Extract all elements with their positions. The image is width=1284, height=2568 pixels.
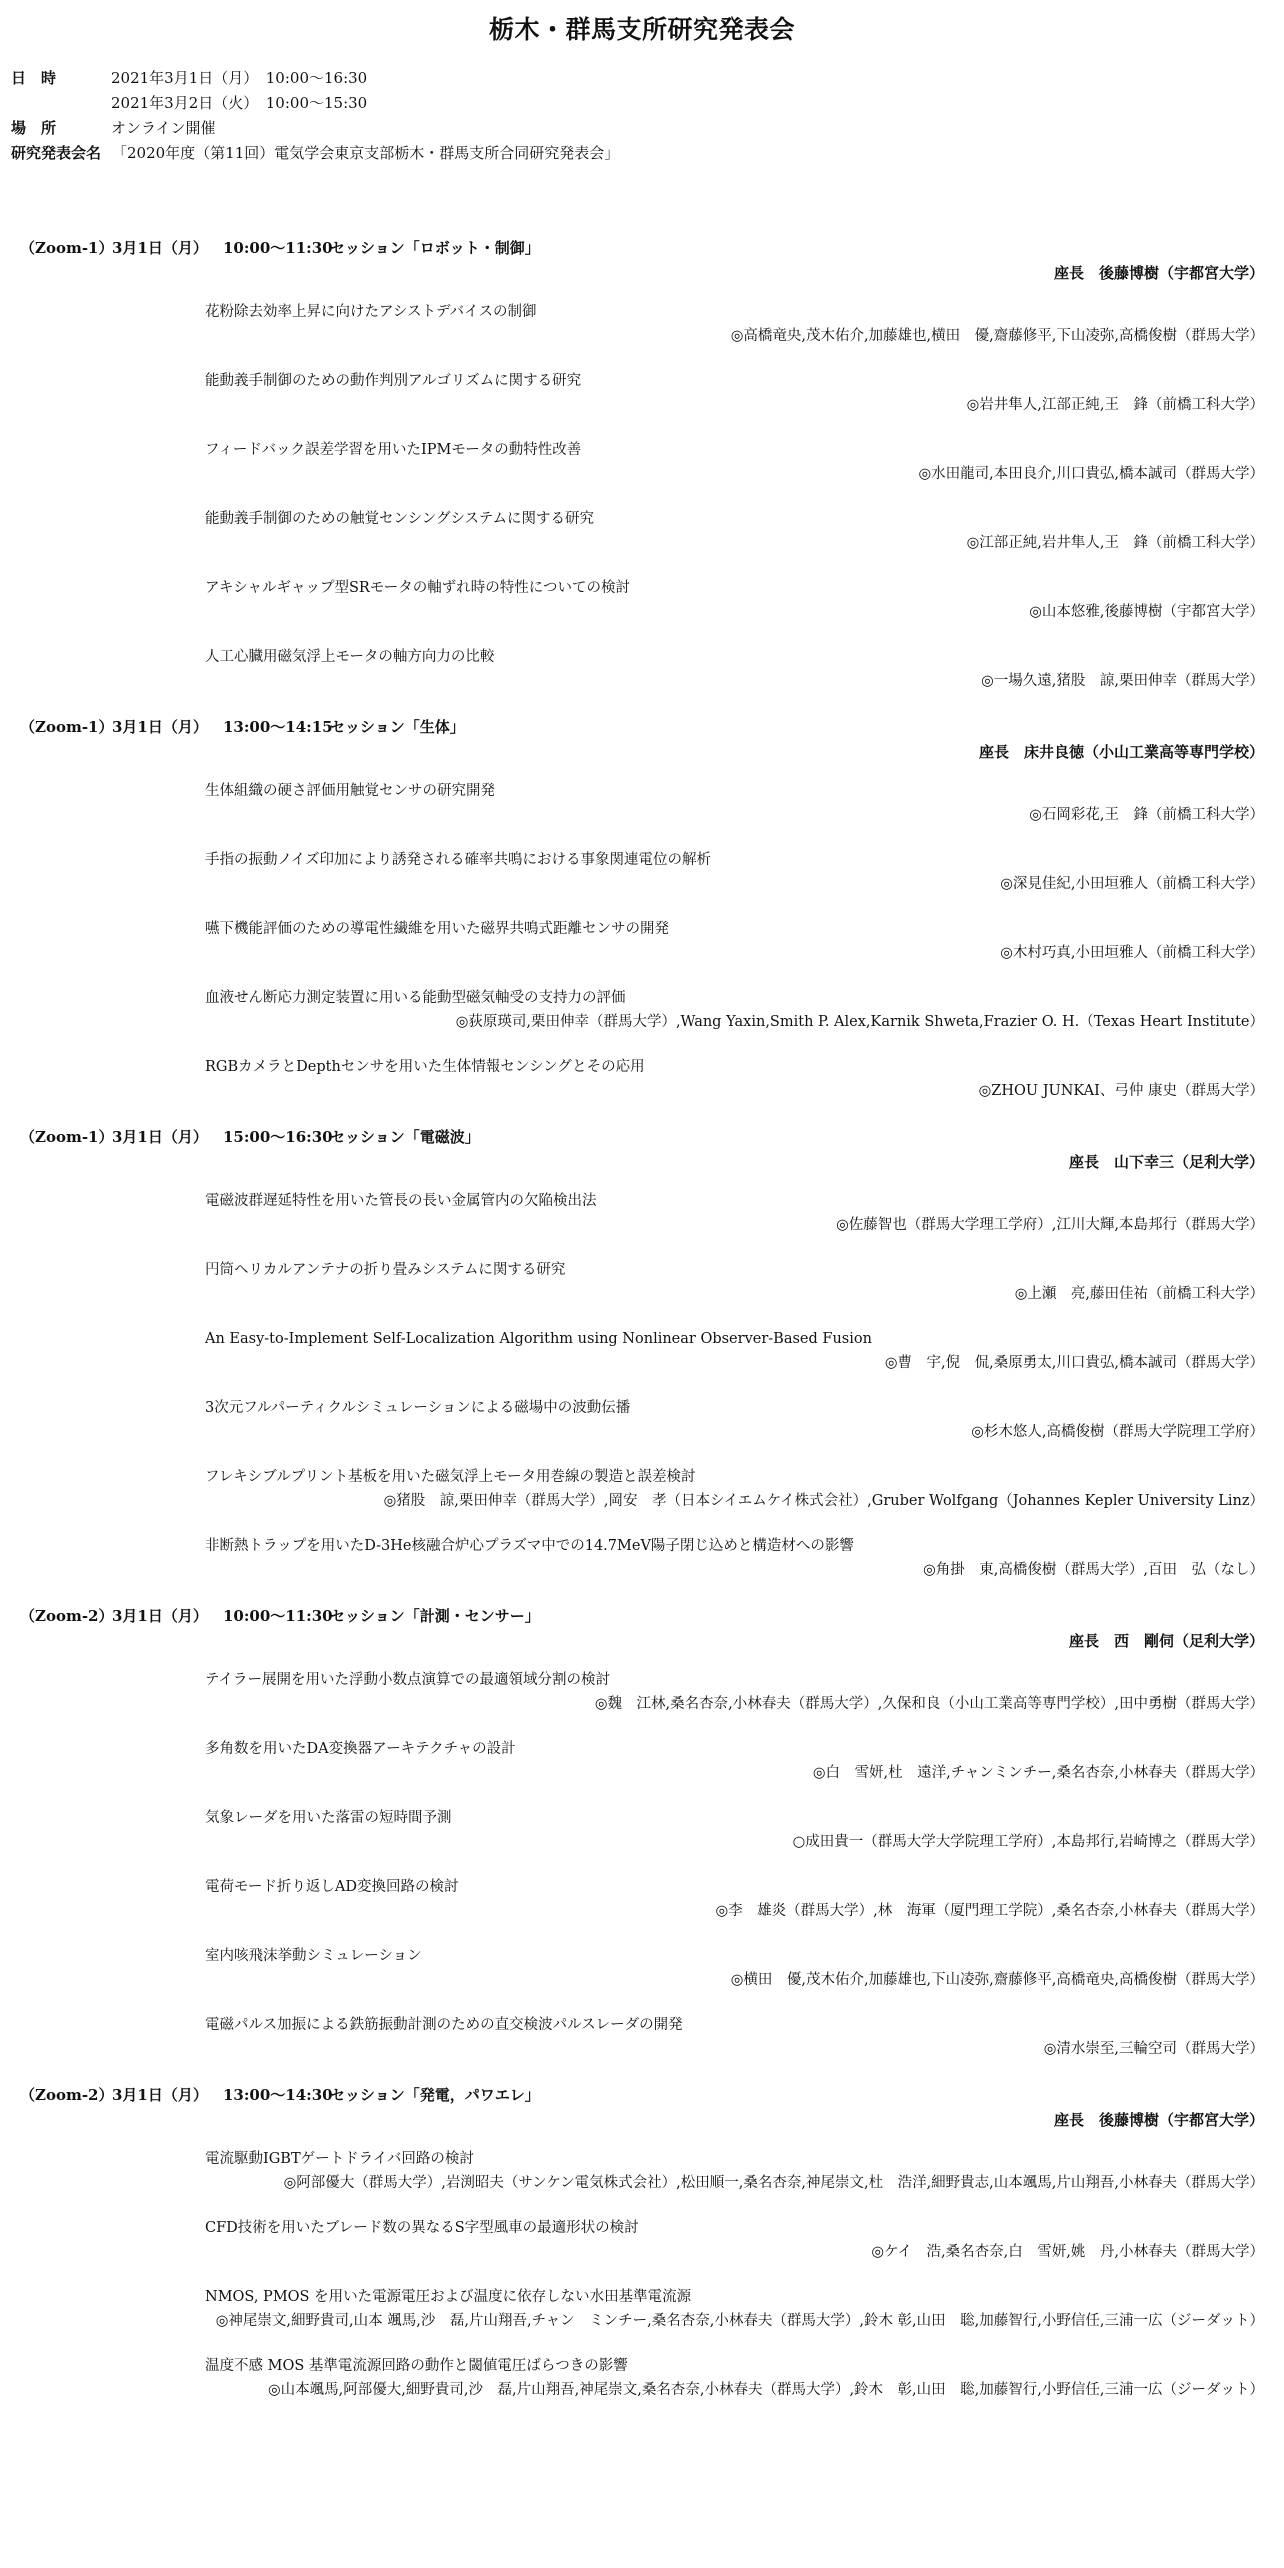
talk-entry: [0, 1259, 1284, 1306]
session-block: [0, 715, 1284, 1103]
talk-entry: [0, 1669, 1284, 1716]
talk-title: 電磁パルス加振による鉄筋振動計測のための直交検波パルスレーダの開発: [205, 2017, 683, 2033]
talk-title: 能動義手制御のための触覚センシングシステムに関する研究: [205, 511, 595, 527]
talk-authors: ◎佐藤智也（群馬大学理工学府）,江川大輝,本島邦行（群馬大学）: [836, 1217, 1264, 1233]
talk-entry: [0, 577, 1284, 624]
session-time: 10:00〜11:30: [223, 239, 333, 257]
talk-entry: [0, 1807, 1284, 1854]
session-name: セッション「電磁波」: [330, 1128, 480, 1146]
talk-authors: ◎一場久遠,猪股 諒,栗田伸幸（群馬大学）: [981, 673, 1264, 689]
talk-entry: [0, 780, 1284, 827]
session-chair: 座長 後藤博樹（宇都宮大学）: [1053, 2111, 1264, 2129]
talk-authors: ◎横田 優,茂木佑介,加藤雄也,下山凌弥,齋藤修平,高橋竜央,高橋俊樹（群馬大学）: [730, 1972, 1264, 1988]
talk-title: 気象レーダを用いた落雷の短時間予測: [205, 1810, 452, 1826]
talk-authors: ◎杉木悠人,高橋俊樹（群馬大学院理工学府）: [971, 1424, 1264, 1440]
talk-authors: ◎高橋竜央,茂木佑介,加藤雄也,横田 優,齋藤修平,下山凌弥,高橋俊樹（群馬大学）: [730, 328, 1264, 344]
talk-authors: ◎猪股 諒,栗田伸幸（群馬大学）,岡安 孝（日本シイエムケイ株式会社）,Gruber Wolfgang（Johannes Kepler University Linz）: [383, 1493, 1264, 1509]
session-date: 3月1日（月）: [112, 2086, 208, 2104]
talk-title: 多角数を用いたDA変換器アーキテクチャの設計: [205, 1741, 516, 1757]
talk-entry: [0, 2355, 1284, 2402]
talk-authors: ◎神尾崇文,細野貴司,山本 颯馬,沙 磊,片山翔吾,チャン ミンチー,桑名杏奈,小林春夫（群馬大学）,鈴木 彰,山田 聡,加藤智行,小野信任,三浦一広（ジーダット）: [215, 2313, 1264, 2329]
talk-authors: ◎ケイ 浩,桑名杏奈,白 雪妍,姚 丹,小林春夫（群馬大学）: [871, 2244, 1264, 2260]
session-header: [0, 236, 1284, 261]
talk-title: 非断熱トラップを用いたD-3He核融合炉心プラズマ中での14.7MeV陽子閉じ込めと構造材への影響: [205, 1538, 854, 1554]
date-value-2: 2021年3月2日（火） 10:00〜15:30: [111, 94, 368, 112]
talk-entry: [0, 1738, 1284, 1785]
talk-title: 円筒ヘリカルアンテナの折り畳みシステムに関する研究: [205, 1262, 566, 1278]
session-header: [0, 715, 1284, 740]
talk-entry: [0, 1876, 1284, 1923]
talk-entry: [0, 2286, 1284, 2333]
talk-entry: [0, 2148, 1284, 2195]
session-block: [0, 1604, 1284, 2061]
session-date: 3月1日（月）: [112, 1607, 208, 1625]
session-date: 3月1日（月）: [112, 1128, 208, 1146]
session-time: 10:00〜11:30: [223, 1607, 333, 1625]
talk-authors: ◎江部正純,岩井隼人,王 鋒（前橋工科大学）: [966, 535, 1264, 551]
talk-entry: [0, 1328, 1284, 1375]
talk-title: 能動義手制御のための動作判別アルゴリズムに関する研究: [205, 373, 582, 389]
session-zoom: （Zoom-1）: [20, 1128, 114, 1146]
talk-entry: [0, 2217, 1284, 2264]
page-title: 栃木・群馬支所研究発表会: [488, 15, 795, 44]
date-label: 日 時: [11, 69, 57, 87]
talk-title: 嚥下機能評価のための導電性繊維を用いた磁界共鳴式距離センサの開発: [205, 921, 669, 937]
talk-entry: [0, 370, 1284, 417]
talk-title: An Easy-to-Implement Self-Localization Algorithm using Nonlinear Observer-Based Fusion: [205, 1331, 872, 1347]
talk-authors: ◎ZHOU JUNKAI、弓仲 康史（群馬大学）: [978, 1083, 1264, 1099]
session-zoom: （Zoom-1）: [20, 239, 114, 257]
talk-authors: ◎曹 宇,倪 侃,桑原勇太,川口貴弘,橋本誠司（群馬大学）: [884, 1355, 1264, 1371]
talk-authors: ◎石岡彩花,王 鋒（前橋工科大学）: [1029, 807, 1264, 823]
session-zoom: （Zoom-1）: [20, 718, 114, 736]
talk-authors: ◎上瀬 亮,藤田佳祐（前橋工科大学）: [1014, 1286, 1264, 1302]
talk-title: 電荷モード折り返しAD変換回路の検討: [205, 1879, 459, 1895]
talk-title: 電磁波群遅延特性を用いた管長の長い金属管内の欠陥検出法: [205, 1193, 597, 1209]
talk-title: 室内咳飛沫挙動シミュレーション: [205, 1948, 422, 1964]
session-time: 13:00〜14:15: [223, 718, 333, 736]
talk-entry: [0, 439, 1284, 486]
talk-authors: ◎深見佳紀,小田垣雅人（前橋工科大学）: [1000, 876, 1264, 892]
talk-title: フィードバック誤差学習を用いたIPMモータの動特性改善: [205, 442, 582, 458]
session-date: 3月1日（月）: [112, 718, 208, 736]
session-zoom: （Zoom-2）: [20, 2086, 114, 2104]
place-value: オンライン開催: [111, 119, 216, 137]
talk-title: 手指の振動ノイズ印加により誘発される確率共鳴における事象関連電位の解析: [205, 852, 712, 868]
talk-title: 3次元フルパーティクルシミュレーションによる磁場中の波動伝播: [205, 1400, 631, 1416]
talk-title: RGBカメラとDepthセンサを用いた生体情報センシングとその応用: [205, 1059, 645, 1075]
talk-authors: ◎木村巧真,小田垣雅人（前橋工科大学）: [1000, 945, 1264, 961]
session-block: [0, 1125, 1284, 1582]
session-name: セッション「計測・センサー」: [330, 1607, 540, 1625]
talk-title: 人工心臓用磁気浮上モータの軸方向力の比較: [205, 649, 495, 665]
talk-title: 生体組織の硬さ評価用触覚センサの研究開発: [205, 783, 495, 799]
talk-entry: [0, 1190, 1284, 1237]
session-time: 15:00〜16:30: [223, 1128, 333, 1146]
session-date: 3月1日（月）: [112, 239, 208, 257]
talk-entry: [0, 2014, 1284, 2061]
date-value-1: 2021年3月1日（月） 10:00〜16:30: [111, 69, 368, 87]
talk-authors: ◎白 雪妍,杜 遠洋,チャンミンチー,桑名杏奈,小林春夫（群馬大学）: [812, 1765, 1264, 1781]
talk-entry: [0, 646, 1284, 693]
session-header: [0, 1604, 1284, 1629]
session-chair: 座長 後藤博樹（宇都宮大学）: [1053, 264, 1264, 282]
talk-authors: ◎魏 江林,桑名杏奈,小林春夫（群馬大学）,久保和良（小山工業高等専門学校）,田中勇樹（群馬大学）: [594, 1696, 1264, 1712]
place-label: 場 所: [11, 119, 57, 137]
session-chair: 座長 床井良徳（小山工業高等専門学校）: [978, 743, 1264, 761]
talk-title: 花粉除去効率上昇に向けたアシストデバイスの制御: [205, 304, 537, 320]
session-chair: 座長 西 剛伺（足利大学）: [1068, 1632, 1264, 1650]
talk-authors: ◎岩井隼人,江部正純,王 鋒（前橋工科大学）: [966, 397, 1264, 413]
session-zoom: （Zoom-2）: [20, 1607, 114, 1625]
talk-title: 電流駆動IGBTゲートドライバ回路の検討: [205, 2151, 474, 2167]
talk-entry: [0, 508, 1284, 555]
session-header: [0, 1125, 1284, 1150]
talk-authors: ◎角掛 東,高橋俊樹（群馬大学）,百田 弘（なし）: [923, 1562, 1264, 1578]
talk-entry: [0, 301, 1284, 348]
talk-title: アキシャルギャップ型SRモータの軸ずれ時の特性についての検討: [205, 580, 630, 596]
talk-authors: ◎水田龍司,本田良介,川口貴弘,橋本誠司（群馬大学）: [918, 466, 1264, 482]
talk-authors: ○成田貴一（群馬大学大学院理工学府）,本島邦行,岩崎博之（群馬大学）: [792, 1834, 1264, 1850]
talk-entry: [0, 918, 1284, 965]
talk-authors: ◎山本悠雅,後藤博樹（宇都宮大学）: [1029, 604, 1264, 620]
talk-entry: [0, 987, 1284, 1034]
talk-authors: ◎清水崇至,三輪空司（群馬大学）: [1043, 2041, 1264, 2057]
talk-title: フレキシブルプリント基板を用いた磁気浮上モータ用巻線の製造と誤差検討: [205, 1469, 696, 1485]
session-name: セッション「生体」: [330, 718, 465, 736]
session-block: [0, 236, 1284, 693]
talk-authors: ◎荻原瑛司,栗田伸幸（群馬大学）,Wang Yaxin,Smith P. Alex,Karnik Shweta,Frazier O. H.（Texas Heart Institute）: [455, 1014, 1264, 1030]
meeting-name-value: 「2020年度（第11回）電気学会東京支部栃木・群馬支所合同研究発表会」: [112, 144, 620, 162]
talk-title: 温度不感 MOS 基準電流源回路の動作と閾値電圧ばらつきの影響: [205, 2358, 628, 2374]
talk-entry: [0, 1535, 1284, 1582]
talk-authors: ◎李 雄炎（群馬大学）,林 海軍（厦門理工学院）,桑名杏奈,小林春夫（群馬大学）: [715, 1903, 1264, 1919]
talk-authors: ◎阿部優大（群馬大学）,岩渕昭夫（サンケン電気株式会社）,松田順一,桑名杏奈,神尾崇文,杜 浩洋,細野貴志,山本颯馬,片山翔吾,小林春夫（群馬大学）: [283, 2175, 1264, 2191]
talk-authors: ◎山本颯馬,阿部優大,細野貴司,沙 磊,片山翔吾,神尾崇文,桑名杏奈,小林春夫（群馬大学）,鈴木 彰,山田 聡,加藤智行,小野信任,三浦一広（ジーダット）: [268, 2382, 1264, 2398]
talk-entry: [0, 1397, 1284, 1444]
session-name: セッション「発電，パワエレ」: [330, 2086, 540, 2104]
session-chair: 座長 山下幸三（足利大学）: [1068, 1153, 1264, 1171]
session-time: 13:00〜14:30: [223, 2086, 333, 2104]
session-name: セッション「ロボット・制御」: [330, 239, 540, 257]
talk-title: NMOS, PMOS を用いた電源電圧および温度に依存しない水田基準電流源: [205, 2289, 692, 2305]
session-block: [0, 2083, 1284, 2402]
talk-entry: [0, 1945, 1284, 1992]
talk-entry: [0, 1466, 1284, 1513]
session-schedule: [0, 236, 1284, 2402]
meeting-name-label: 研究発表会名: [11, 144, 102, 162]
session-header: [0, 2083, 1284, 2108]
talk-title: テイラー展開を用いた浮動小数点演算での最適領域分割の検討: [205, 1672, 610, 1688]
talk-title: CFD技術を用いたブレード数の異なるS字型風車の最適形状の検討: [205, 2220, 639, 2236]
talk-entry: [0, 849, 1284, 896]
talk-title: 血液せん断応力測定装置に用いる能動型磁気軸受の支持力の評価: [205, 990, 626, 1006]
talk-entry: [0, 1056, 1284, 1103]
